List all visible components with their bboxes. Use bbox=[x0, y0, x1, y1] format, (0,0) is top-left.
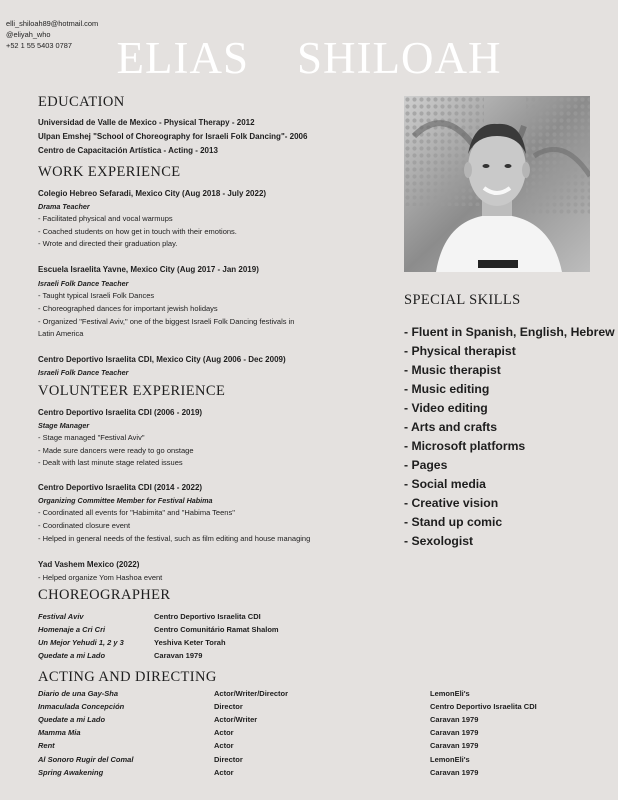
production-title: Diario de una Gay-Sha bbox=[38, 689, 119, 698]
production-title: Rent bbox=[38, 741, 55, 750]
job-bullet: - Taught typical Israeli Folk Dances bbox=[38, 291, 155, 300]
volunteer-heading: VOLUNTEER EXPERIENCE bbox=[38, 383, 226, 399]
volunteer-role: Stage Manager bbox=[38, 421, 90, 430]
production-role: Actor bbox=[214, 768, 234, 777]
production-title: Quedate a mi Lado bbox=[38, 715, 106, 724]
production-role: Actor bbox=[214, 741, 234, 750]
skill-item: - Fluent in Spanish, English, Hebrew bbox=[404, 325, 615, 339]
last-name: SHILOAH bbox=[297, 33, 502, 83]
production-company: Caravan 1979 bbox=[430, 768, 479, 777]
skill-item: - Creative vision bbox=[404, 496, 499, 510]
skill-item: - Arts and crafts bbox=[404, 420, 498, 434]
volunteer-bullet: - Coordinated closure event bbox=[38, 521, 131, 530]
work-heading: WORK EXPERIENCE bbox=[38, 164, 181, 180]
production-company: Caravan 1979 bbox=[430, 715, 479, 724]
education-item: Universidad de Valle de Mexico - Physical Therapy - 2012 bbox=[38, 118, 255, 127]
skill-item: - Physical therapist bbox=[404, 344, 516, 358]
skill-item: - Pages bbox=[404, 458, 448, 472]
choreography-venue: Yeshiva Keter Torah bbox=[154, 638, 226, 647]
production-company: LemonEli's bbox=[430, 755, 470, 764]
volunteer-title: Centro Deportivo Israelita CDI (2006 - 2019) bbox=[38, 408, 203, 417]
choreography-venue: Centro Deportivo Israelita CDI bbox=[154, 612, 261, 621]
production-role: Actor/Writer bbox=[214, 715, 258, 724]
production-title: Spring Awakening bbox=[38, 768, 104, 777]
skills-list bbox=[404, 323, 615, 551]
skill-item: - Video editing bbox=[404, 401, 488, 415]
skill-item: - Music editing bbox=[404, 382, 490, 396]
contact-phone: +52 1 55 5403 0787 bbox=[6, 41, 72, 50]
job-title: Escuela Israelita Yavne, Mexico City (Aug 2017 - Jan 2019) bbox=[38, 265, 259, 274]
job-title: Centro Deportivo Israelita CDI, Mexico City (Aug 2006 - Dec 2009) bbox=[38, 355, 286, 364]
production-role: Actor bbox=[214, 728, 234, 737]
choreography-venue: Centro Comunitário Ramat Shalom bbox=[154, 625, 279, 634]
volunteer-bullet: - Stage managed "Festival Aviv" bbox=[38, 433, 145, 442]
choreography-title: Quedate a mi Lado bbox=[38, 651, 106, 660]
choreography-title: Festival Aviv bbox=[38, 612, 84, 621]
production-company: Caravan 1979 bbox=[430, 728, 479, 737]
job-role: Drama Teacher bbox=[38, 202, 90, 211]
education-heading: EDUCATION bbox=[38, 94, 125, 110]
contact-email: elli_shiloah89@hotmail.com bbox=[6, 19, 99, 28]
volunteer-bullet: - Helped organize Yom Hashoa event bbox=[38, 573, 163, 582]
production-title: Mamma Mia bbox=[38, 728, 81, 737]
volunteer-bullet: - Made sure dancers were ready to go onstage bbox=[38, 446, 194, 455]
job-bullet: - Facilitated physical and vocal warmups bbox=[38, 214, 173, 223]
job-role: Israeli Folk Dance Teacher bbox=[38, 368, 129, 377]
production-company: LemonEli's bbox=[430, 689, 470, 698]
education-item: Ulpan Emshej "School of Choreography for Israeli Folk Dancing"- 2006 bbox=[38, 132, 308, 141]
job-bullet: - Wrote and directed their graduation play. bbox=[38, 239, 178, 248]
production-role: Director bbox=[214, 755, 243, 764]
skill-item: - Microsoft platforms bbox=[404, 439, 526, 453]
skill-item: - Sexologist bbox=[404, 534, 474, 548]
first-name: ELIAS bbox=[116, 33, 249, 83]
job-bullet: - Organized "Festival Aviv," one of the biggest Israeli Folk Dancing festivals in bbox=[38, 317, 295, 326]
volunteer-title: Centro Deportivo Israelita CDI (2014 - 2022) bbox=[38, 483, 203, 492]
choreographer-heading: CHOREOGRAPHER bbox=[38, 587, 171, 603]
choreography-title: Homenaje a Cri Cri bbox=[38, 625, 106, 634]
production-title: Al Sonoro Rugir del Comal bbox=[38, 755, 134, 764]
job-bullet: Latin America bbox=[38, 329, 84, 338]
choreography-venue: Caravan 1979 bbox=[154, 651, 203, 660]
volunteer-bullet: - Helped in general needs of the festival, such as film editing and house managing bbox=[38, 534, 311, 543]
job-bullet: - Choreographed dances for important jewish holidays bbox=[38, 304, 218, 313]
portrait-photo bbox=[404, 96, 590, 272]
production-role: Actor/Writer/Director bbox=[214, 689, 289, 698]
volunteer-bullet: - Coordinated all events for "Habimita" and "Habima Teens" bbox=[38, 508, 235, 517]
skills-heading: SPECIAL SKILLS bbox=[404, 292, 521, 308]
job-bullet: - Coached students on how get in touch with their emotions. bbox=[38, 227, 237, 236]
contact-handle: @eliyah_who bbox=[6, 30, 51, 39]
job-role: Israeli Folk Dance Teacher bbox=[38, 279, 129, 288]
volunteer-role: Organizing Committee Member for Festival Habima bbox=[38, 496, 213, 505]
portrait-illustration bbox=[404, 96, 590, 272]
skill-item: - Music therapist bbox=[404, 363, 501, 377]
volunteer-bullet: - Dealt with last minute stage related issues bbox=[38, 458, 183, 467]
production-title: Inmaculada Concepción bbox=[38, 702, 125, 711]
volunteer-title: Yad Vashem Mexico (2022) bbox=[38, 560, 140, 569]
skill-item: - Social media bbox=[404, 477, 486, 491]
page-title bbox=[0, 32, 618, 84]
production-company: Centro Deportivo Israelita CDI bbox=[430, 702, 537, 711]
production-company: Caravan 1979 bbox=[430, 741, 479, 750]
job-title: Colegio Hebreo Sefaradi, Mexico City (Aug 2018 - July 2022) bbox=[38, 189, 267, 198]
acting-heading: ACTING AND DIRECTING bbox=[38, 669, 217, 685]
education-item: Centro de Capacitación Artística - Acting - 2013 bbox=[38, 146, 218, 155]
choreography-title: Un Mejor Yehudi 1, 2 y 3 bbox=[38, 638, 124, 647]
skill-item: - Stand up comic bbox=[404, 515, 503, 529]
production-role: Director bbox=[214, 702, 243, 711]
